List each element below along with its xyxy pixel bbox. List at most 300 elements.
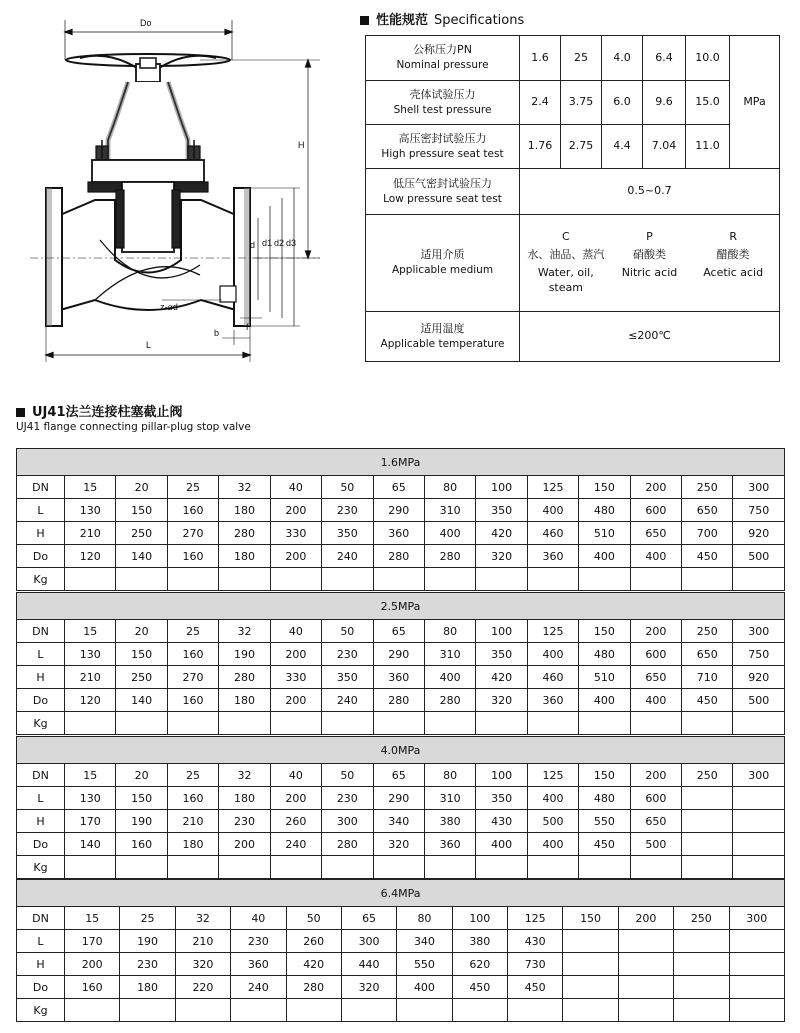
table-cell: 420 bbox=[476, 666, 527, 689]
table-cell: 150 bbox=[116, 643, 167, 666]
table-cell bbox=[116, 856, 167, 879]
table-cell: 180 bbox=[219, 689, 270, 712]
table-cell bbox=[527, 856, 578, 879]
dim-label-d3: d3 bbox=[286, 238, 297, 248]
table-row bbox=[17, 568, 785, 591]
spec-row bbox=[366, 215, 780, 312]
table-cell: 20 bbox=[116, 764, 167, 787]
table-cell: 25 bbox=[167, 764, 218, 787]
table-cell bbox=[733, 712, 785, 735]
table-cell: 330 bbox=[270, 666, 321, 689]
table-cell bbox=[286, 999, 341, 1022]
table-cell: 650 bbox=[630, 810, 681, 833]
table-cell bbox=[674, 976, 729, 999]
spec-label-cn: 适用温度 bbox=[420, 321, 465, 335]
row-label-dn: DN bbox=[17, 620, 65, 643]
table-cell: 300 bbox=[733, 764, 785, 787]
table-cell: 400 bbox=[630, 545, 681, 568]
table-cell: 360 bbox=[424, 833, 475, 856]
table-cell: 600 bbox=[630, 787, 681, 810]
table-cell bbox=[729, 953, 785, 976]
table-cell: 25 bbox=[167, 620, 218, 643]
table-cell: 200 bbox=[270, 787, 321, 810]
pressure-header-row bbox=[17, 880, 785, 907]
table-cell: 230 bbox=[231, 930, 286, 953]
table-cell: 360 bbox=[373, 666, 424, 689]
table-cell bbox=[424, 712, 475, 735]
table-cell: 400 bbox=[424, 522, 475, 545]
spec-value: 10.0 bbox=[686, 36, 730, 81]
table-cell: 250 bbox=[674, 907, 729, 930]
row-label-kg: Kg bbox=[17, 999, 65, 1022]
dimension-table-4.0mpa bbox=[16, 736, 785, 879]
table-cell: 32 bbox=[219, 476, 270, 499]
table-cell: 180 bbox=[120, 976, 175, 999]
table-cell: 50 bbox=[322, 620, 373, 643]
table-cell: 190 bbox=[219, 643, 270, 666]
table-cell: 420 bbox=[286, 953, 341, 976]
dim-label-h: H bbox=[298, 140, 305, 150]
table-cell: 450 bbox=[682, 689, 733, 712]
table-cell: 120 bbox=[65, 545, 116, 568]
table-cell: 500 bbox=[527, 810, 578, 833]
table-cell bbox=[729, 999, 785, 1022]
pressure-rating: 2.5MPa bbox=[17, 593, 785, 620]
table-cell: 230 bbox=[120, 953, 175, 976]
table-cell bbox=[733, 810, 785, 833]
table-cell: 80 bbox=[424, 764, 475, 787]
table-cell: 460 bbox=[527, 666, 578, 689]
table-cell: 200 bbox=[630, 476, 681, 499]
table-cell: 650 bbox=[630, 666, 681, 689]
table-cell: 230 bbox=[322, 787, 373, 810]
spec-row bbox=[366, 36, 780, 81]
table-cell: 280 bbox=[373, 545, 424, 568]
table-cell: 350 bbox=[476, 643, 527, 666]
table-cell: 250 bbox=[682, 764, 733, 787]
table-cell: 200 bbox=[219, 833, 270, 856]
table-cell: 280 bbox=[286, 976, 341, 999]
table-cell: 180 bbox=[167, 833, 218, 856]
table-cell bbox=[527, 712, 578, 735]
table-cell: 100 bbox=[476, 476, 527, 499]
table-cell: 40 bbox=[231, 907, 286, 930]
table-cell: 750 bbox=[733, 499, 785, 522]
table-cell: 440 bbox=[341, 953, 396, 976]
table-cell: 360 bbox=[373, 522, 424, 545]
table-cell: 120 bbox=[65, 689, 116, 712]
table-cell: 50 bbox=[286, 907, 341, 930]
row-label-kg: Kg bbox=[17, 568, 65, 591]
table-cell: 350 bbox=[476, 787, 527, 810]
table-cell: 280 bbox=[424, 545, 475, 568]
table-cell: 150 bbox=[116, 787, 167, 810]
spec-label-cn: 高压密封试验压力 bbox=[398, 131, 487, 145]
row-label-l: L bbox=[17, 787, 65, 810]
medium-cn-values: 醋酸类 bbox=[716, 248, 750, 262]
table-cell: 920 bbox=[733, 666, 785, 689]
table-cell: 350 bbox=[322, 522, 373, 545]
table-row bbox=[17, 787, 785, 810]
table-cell bbox=[563, 930, 618, 953]
table-cell bbox=[579, 712, 630, 735]
table-cell: 150 bbox=[116, 499, 167, 522]
table-cell: 140 bbox=[116, 545, 167, 568]
spec-row bbox=[366, 81, 780, 125]
table-row bbox=[17, 833, 785, 856]
table-cell bbox=[322, 712, 373, 735]
table-cell bbox=[65, 999, 120, 1022]
table-cell bbox=[733, 856, 785, 879]
table-cell bbox=[674, 930, 729, 953]
table-cell bbox=[618, 999, 673, 1022]
table-cell: 150 bbox=[579, 476, 630, 499]
table-cell: 650 bbox=[630, 522, 681, 545]
table-row bbox=[17, 712, 785, 735]
table-cell bbox=[270, 568, 321, 591]
specifications-heading bbox=[360, 9, 524, 28]
table-cell bbox=[476, 712, 527, 735]
table-cell: 250 bbox=[682, 620, 733, 643]
row-label-dn: DN bbox=[17, 476, 65, 499]
dim-label-l: L bbox=[146, 340, 152, 350]
table-cell bbox=[397, 999, 452, 1022]
table-cell: 300 bbox=[341, 930, 396, 953]
table-cell: 125 bbox=[527, 476, 578, 499]
table-cell: 32 bbox=[175, 907, 230, 930]
spec-row-label bbox=[366, 125, 520, 169]
table-cell bbox=[618, 976, 673, 999]
table-cell: 400 bbox=[630, 689, 681, 712]
table-cell: 550 bbox=[397, 953, 452, 976]
medium-cn-values: 硝酸类 bbox=[632, 248, 666, 262]
table-row bbox=[17, 522, 785, 545]
table-cell bbox=[729, 930, 785, 953]
table-cell bbox=[373, 856, 424, 879]
spec-row-label bbox=[366, 312, 520, 362]
table-cell bbox=[630, 856, 681, 879]
table-cell: 220 bbox=[175, 976, 230, 999]
table-cell: 400 bbox=[527, 499, 578, 522]
table-cell: 210 bbox=[65, 522, 116, 545]
table-cell bbox=[424, 568, 475, 591]
spec-value: 1.76 bbox=[520, 125, 561, 169]
table-cell: 240 bbox=[231, 976, 286, 999]
table-cell: 200 bbox=[65, 953, 120, 976]
table-cell: 40 bbox=[270, 620, 321, 643]
spec-row-label bbox=[366, 169, 520, 215]
table-cell: 550 bbox=[579, 810, 630, 833]
table-cell: 320 bbox=[373, 833, 424, 856]
table-cell: 400 bbox=[424, 666, 475, 689]
spec-label-cn: 公称压力PN bbox=[413, 43, 472, 57]
table-cell: 150 bbox=[563, 907, 618, 930]
table-cell bbox=[630, 568, 681, 591]
row-label-h: H bbox=[17, 522, 65, 545]
spec-row bbox=[366, 125, 780, 169]
table-cell bbox=[682, 833, 733, 856]
spec-value: 9.6 bbox=[643, 81, 686, 125]
table-cell: 200 bbox=[270, 689, 321, 712]
table-cell bbox=[322, 568, 373, 591]
table-cell: 150 bbox=[579, 620, 630, 643]
table-cell bbox=[424, 856, 475, 879]
table-cell: 15 bbox=[65, 764, 116, 787]
medium-codes: C bbox=[561, 230, 570, 244]
table-cell bbox=[476, 856, 527, 879]
table-cell bbox=[630, 712, 681, 735]
product-heading bbox=[16, 401, 182, 420]
medium-codes: P bbox=[646, 230, 653, 244]
table-cell: 100 bbox=[476, 764, 527, 787]
spec-value: 3.75 bbox=[561, 81, 602, 125]
table-cell: 430 bbox=[476, 810, 527, 833]
medium-values bbox=[520, 215, 780, 312]
pressure-rating: 6.4MPa bbox=[17, 880, 785, 907]
table-cell bbox=[65, 856, 116, 879]
square-bullet-icon bbox=[360, 16, 369, 25]
table-cell: 15 bbox=[65, 476, 116, 499]
table-cell: 230 bbox=[322, 499, 373, 522]
table-row bbox=[17, 999, 785, 1022]
table-cell: 210 bbox=[175, 930, 230, 953]
spec-value: 4.4 bbox=[602, 125, 643, 169]
dim-label-do: Do bbox=[140, 18, 152, 28]
spec-label-cn: 适用介质 bbox=[420, 248, 465, 262]
table-cell: 32 bbox=[219, 764, 270, 787]
table-cell: 180 bbox=[219, 499, 270, 522]
table-cell bbox=[175, 999, 230, 1022]
table-cell bbox=[116, 712, 167, 735]
table-row bbox=[17, 545, 785, 568]
table-cell: 40 bbox=[270, 764, 321, 787]
table-cell: 280 bbox=[219, 522, 270, 545]
table-row bbox=[17, 907, 785, 930]
table-cell bbox=[733, 568, 785, 591]
table-cell: 480 bbox=[579, 787, 630, 810]
table-cell: 340 bbox=[397, 930, 452, 953]
table-cell: 200 bbox=[630, 764, 681, 787]
spec-unit: MPa bbox=[730, 36, 780, 169]
table-cell: 650 bbox=[682, 499, 733, 522]
table-row bbox=[17, 810, 785, 833]
table-cell: 480 bbox=[579, 499, 630, 522]
table-cell: 200 bbox=[270, 643, 321, 666]
dimension-table-6.4mpa bbox=[16, 879, 785, 1022]
spec-value: 0.5~0.7 bbox=[520, 169, 780, 215]
table-cell bbox=[618, 930, 673, 953]
table-cell bbox=[65, 568, 116, 591]
spec-label-en: Applicable medium bbox=[391, 264, 494, 277]
table-cell: 200 bbox=[270, 499, 321, 522]
table-cell: 730 bbox=[508, 953, 563, 976]
table-cell: 500 bbox=[630, 833, 681, 856]
table-cell: 250 bbox=[116, 666, 167, 689]
table-cell: 210 bbox=[65, 666, 116, 689]
table-cell bbox=[270, 856, 321, 879]
row-label-l: L bbox=[17, 499, 65, 522]
table-cell: 80 bbox=[424, 476, 475, 499]
dim-label-zd: z-⌀d bbox=[160, 302, 178, 312]
spec-value: 7.04 bbox=[643, 125, 686, 169]
table-cell: 320 bbox=[476, 689, 527, 712]
dim-label-b: b bbox=[214, 328, 220, 338]
table-cell: 160 bbox=[116, 833, 167, 856]
table-cell: 65 bbox=[341, 907, 396, 930]
table-cell: 65 bbox=[373, 620, 424, 643]
medium-grid bbox=[520, 230, 779, 295]
table-cell: 160 bbox=[167, 643, 218, 666]
table-cell bbox=[729, 976, 785, 999]
table-cell: 125 bbox=[508, 907, 563, 930]
table-cell bbox=[618, 953, 673, 976]
table-cell bbox=[674, 999, 729, 1022]
table-cell bbox=[563, 999, 618, 1022]
table-row bbox=[17, 620, 785, 643]
dim-label-d1: d1 bbox=[262, 238, 273, 248]
table-cell: 280 bbox=[424, 689, 475, 712]
table-cell bbox=[65, 712, 116, 735]
table-cell bbox=[116, 568, 167, 591]
table-cell bbox=[219, 568, 270, 591]
spec-label-en: Applicable temperature bbox=[380, 337, 505, 350]
table-cell: 190 bbox=[116, 810, 167, 833]
dimension-table-2.5mpa bbox=[16, 592, 785, 735]
pressure-rating: 1.6MPa bbox=[17, 449, 785, 476]
table-cell: 350 bbox=[476, 499, 527, 522]
table-cell: 180 bbox=[219, 787, 270, 810]
table-cell: 320 bbox=[175, 953, 230, 976]
table-cell: 450 bbox=[579, 833, 630, 856]
valve-cross-section-drawing bbox=[0, 0, 345, 370]
table-cell bbox=[682, 568, 733, 591]
table-cell: 260 bbox=[270, 810, 321, 833]
row-label-do: Do bbox=[17, 689, 65, 712]
table-cell: 290 bbox=[373, 643, 424, 666]
table-cell: 380 bbox=[424, 810, 475, 833]
medium-cn-values: 水、油品、蒸汽 bbox=[527, 248, 605, 262]
spec-value: 4.0 bbox=[602, 36, 643, 81]
table-cell: 50 bbox=[322, 764, 373, 787]
spec-label-en: Low pressure seat test bbox=[383, 192, 502, 205]
product-subtitle: UJ41 flange connecting pillar-plug stop valve bbox=[16, 421, 251, 433]
table-cell bbox=[527, 568, 578, 591]
table-cell: 320 bbox=[341, 976, 396, 999]
table-cell: 380 bbox=[452, 930, 507, 953]
square-bullet-icon bbox=[16, 408, 25, 417]
table-cell bbox=[219, 856, 270, 879]
table-cell: 600 bbox=[630, 643, 681, 666]
spec-row bbox=[366, 169, 780, 215]
table-cell: 450 bbox=[452, 976, 507, 999]
table-cell: 430 bbox=[508, 930, 563, 953]
spec-value: 6.0 bbox=[602, 81, 643, 125]
table-cell: 290 bbox=[373, 499, 424, 522]
table-cell: 170 bbox=[65, 930, 120, 953]
table-cell bbox=[270, 712, 321, 735]
table-cell bbox=[563, 953, 618, 976]
table-cell: 310 bbox=[424, 787, 475, 810]
table-cell: 160 bbox=[167, 499, 218, 522]
table-cell: 80 bbox=[424, 620, 475, 643]
table-cell bbox=[563, 976, 618, 999]
table-cell: 140 bbox=[65, 833, 116, 856]
table-cell: 270 bbox=[167, 522, 218, 545]
table-cell: 100 bbox=[476, 620, 527, 643]
table-row bbox=[17, 476, 785, 499]
table-row bbox=[17, 689, 785, 712]
table-cell: 15 bbox=[65, 907, 120, 930]
table-row bbox=[17, 764, 785, 787]
table-cell: 280 bbox=[219, 666, 270, 689]
spec-label-cn: 壳体试验压力 bbox=[409, 87, 476, 101]
row-label-dn: DN bbox=[17, 764, 65, 787]
table-cell: 200 bbox=[618, 907, 673, 930]
table-cell bbox=[120, 999, 175, 1022]
row-label-h: H bbox=[17, 666, 65, 689]
table-cell: 450 bbox=[682, 545, 733, 568]
table-cell: 150 bbox=[579, 764, 630, 787]
spec-value: 15.0 bbox=[686, 81, 730, 125]
table-cell bbox=[167, 856, 218, 879]
table-row bbox=[17, 666, 785, 689]
table-cell: 350 bbox=[322, 666, 373, 689]
table-row bbox=[17, 643, 785, 666]
product-title: UJ41法兰连接柱塞截止阀 bbox=[32, 405, 183, 420]
dimension-table-1.6mpa bbox=[16, 448, 785, 591]
spec-value: 11.0 bbox=[686, 125, 730, 169]
row-label-do: Do bbox=[17, 545, 65, 568]
row-label-kg: Kg bbox=[17, 712, 65, 735]
medium-en-values: Acetic acid bbox=[703, 266, 764, 279]
table-cell bbox=[219, 712, 270, 735]
table-cell: 400 bbox=[397, 976, 452, 999]
table-cell bbox=[167, 712, 218, 735]
table-row bbox=[17, 499, 785, 522]
table-cell: 700 bbox=[682, 522, 733, 545]
table-cell: 250 bbox=[116, 522, 167, 545]
spec-row-label bbox=[366, 36, 520, 81]
spec-label-cn: 低压气密封试验压力 bbox=[393, 176, 492, 190]
table-cell bbox=[231, 999, 286, 1022]
table-cell: 40 bbox=[270, 476, 321, 499]
spec-title-en: Specifications bbox=[434, 13, 525, 28]
table-cell: 750 bbox=[733, 643, 785, 666]
table-cell bbox=[373, 568, 424, 591]
table-cell: 190 bbox=[120, 930, 175, 953]
table-cell: 230 bbox=[219, 810, 270, 833]
table-row bbox=[17, 976, 785, 999]
table-cell bbox=[682, 712, 733, 735]
spec-title-cn: 性能规范 bbox=[376, 13, 429, 28]
table-cell: 160 bbox=[65, 976, 120, 999]
table-cell: 130 bbox=[65, 499, 116, 522]
table-cell: 260 bbox=[286, 930, 341, 953]
table-cell: 650 bbox=[682, 643, 733, 666]
row-label-do: Do bbox=[17, 976, 65, 999]
row-label-h: H bbox=[17, 953, 65, 976]
medium-en-values: Water, oil, steam bbox=[537, 266, 594, 294]
table-cell: 360 bbox=[527, 689, 578, 712]
table-cell: 920 bbox=[733, 522, 785, 545]
spec-value: 2.75 bbox=[561, 125, 602, 169]
table-cell: 180 bbox=[219, 545, 270, 568]
spec-value: 25 bbox=[561, 36, 602, 81]
table-cell: 160 bbox=[167, 545, 218, 568]
table-cell: 65 bbox=[373, 764, 424, 787]
table-cell bbox=[682, 856, 733, 879]
table-cell: 240 bbox=[322, 545, 373, 568]
